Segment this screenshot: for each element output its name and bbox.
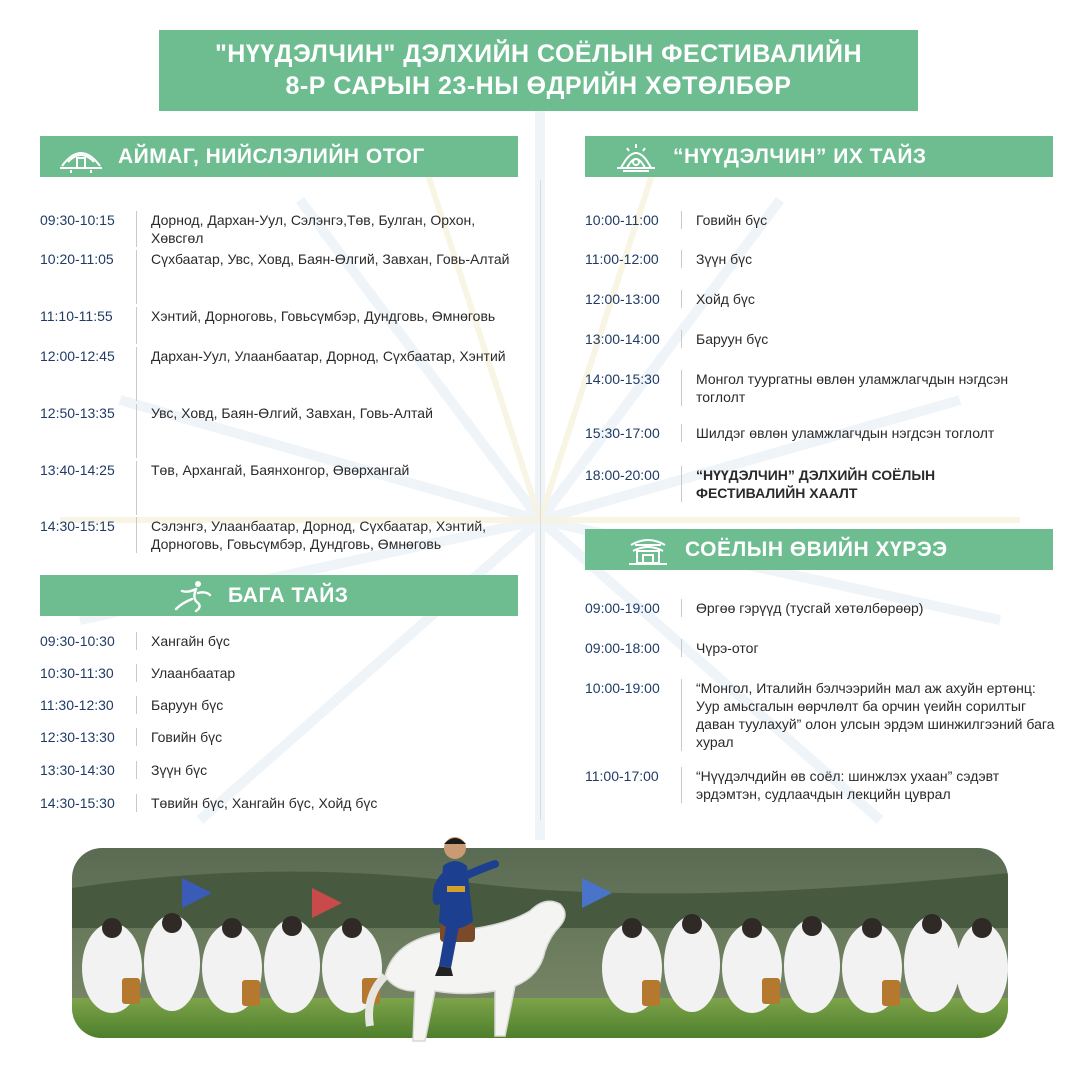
- schedule-row: [585, 767, 1061, 803]
- row-time: 11:30-12:30: [40, 697, 114, 713]
- section-title-ih: “НҮҮДЭЛЧИН” ИХ ТАЙЗ: [673, 144, 927, 168]
- section-title-baga: БАГА ТАЙЗ: [228, 583, 349, 607]
- section-header-baga: [40, 575, 518, 616]
- row-text: Өргөө гэрүүд (тусгай хөтөлбөрөөр): [681, 599, 1061, 617]
- row-text: Шилдэг өвлөн уламжлагчдын нэгдсэн тоглолт: [681, 424, 1061, 442]
- row-text: “НҮҮДЭЛЧИН” ДЭЛХИЙН СОЁЛЫН ФЕСТИВАЛИЙН ХААЛТ: [681, 466, 981, 502]
- row-time: 15:30-17:00: [585, 425, 660, 441]
- row-text: Говийн бүс: [136, 728, 526, 746]
- section-header-ih: [585, 136, 1053, 177]
- row-text: Дархан-Уул, Улаанбаатар, Дорнод, Сүхбаатар, Хэнтий: [136, 347, 526, 401]
- row-time: 12:30-13:30: [40, 729, 115, 745]
- ornament-icon: [613, 140, 659, 174]
- row-text: Монгол туургатны өвлөн уламжлагчдын нэгдсэн тоглолт: [681, 370, 1051, 406]
- schedule-row: [585, 211, 1061, 229]
- row-time: 09:00-19:00: [585, 600, 660, 616]
- row-time: 13:30-14:30: [40, 762, 115, 778]
- schedule-row: [40, 404, 526, 458]
- title-line-1: "НҮҮДЭЛЧИН" ДЭЛХИЙН СОЁЛЫН ФЕСТИВАЛИЙН: [214, 40, 863, 68]
- row-text: Хэнтий, Дорноговь, Говьсүмбэр, Дундговь, Өмнөговь: [136, 307, 526, 344]
- row-time: 13:00-14:00: [585, 331, 660, 347]
- row-time: 11:10-11:55: [40, 308, 113, 324]
- schedule-row: [40, 211, 526, 247]
- row-text: Зүүн бүс: [136, 761, 526, 779]
- row-time: 11:00-12:00: [585, 251, 659, 267]
- row-time: 18:00-20:00: [585, 467, 660, 483]
- row-time: 14:30-15:15: [40, 518, 115, 534]
- horse-rider-figure: [355, 826, 595, 1056]
- schedule-row: [40, 761, 526, 779]
- schedule-row: [585, 290, 1061, 308]
- row-text: Хойд бүс: [681, 290, 1061, 308]
- row-text: Увс, Ховд, Баян-Өлгий, Завхан, Говь-Алтай: [136, 404, 526, 458]
- section-header-huree: [585, 529, 1053, 570]
- row-time: 10:30-11:30: [40, 665, 114, 681]
- column-divider: [540, 180, 541, 820]
- schedule-row: [585, 466, 981, 502]
- row-time: 11:00-17:00: [585, 768, 659, 784]
- schedule-row: [585, 424, 1061, 442]
- row-text: Сэлэнгэ, Улаанбаатар, Дорнод, Сүхбаатар, Хэнтий, Дорноговь, Говьсүмбэр, Дундговь, Өмнөговь: [136, 517, 526, 553]
- page-title: [159, 30, 918, 111]
- row-text: Сүхбаатар, Увс, Ховд, Баян-Өлгий, Завхан, Говь-Алтай: [136, 250, 526, 304]
- schedule-row: [585, 599, 1061, 617]
- ger-icon: [58, 140, 104, 174]
- schedule-row: [40, 664, 526, 682]
- schedule-row: [40, 347, 526, 401]
- row-text: Говийн бүс: [681, 211, 1061, 229]
- schedule-row: [40, 307, 526, 344]
- row-text: Баруун бүс: [681, 330, 1061, 348]
- schedule-row: [40, 461, 526, 515]
- row-text: Төвийн бүс, Хангайн бүс, Хойд бүс: [136, 794, 526, 812]
- dancer-icon: [168, 579, 214, 613]
- schedule-row: [585, 250, 1061, 268]
- schedule-row: [585, 679, 1061, 751]
- row-time: 14:00-15:30: [585, 371, 660, 387]
- row-time: 14:30-15:30: [40, 795, 115, 811]
- row-time: 12:00-12:45: [40, 348, 115, 364]
- row-text: “Нүүдэлчдийн өв соёл: шинжлэх ухаан” сэдэвт эрдэмтэн, судлаачдын лекцийн цуврал: [681, 767, 1061, 803]
- row-time: 13:40-14:25: [40, 462, 115, 478]
- row-text: Баруун бүс: [136, 696, 526, 714]
- section-title-aimag: АЙМАГ, НИЙСЛЭЛИЙН ОТОГ: [118, 144, 425, 168]
- schedule-row: [40, 517, 526, 553]
- temple-icon: [625, 533, 671, 567]
- row-time: 12:00-13:00: [585, 291, 660, 307]
- row-time: 10:00-11:00: [585, 212, 659, 228]
- section-header-aimag: [40, 136, 518, 177]
- title-line-2: 8-Р САРЫН 23-НЫ ӨДРИЙН ХӨТӨЛБӨР: [285, 72, 792, 100]
- row-text: Чүрэ-отог: [681, 639, 1061, 657]
- schedule-row: [40, 696, 526, 714]
- row-time: 09:30-10:15: [40, 212, 115, 228]
- schedule-row: [40, 250, 526, 304]
- schedule-row: [40, 794, 526, 812]
- row-time: 12:50-13:35: [40, 405, 115, 421]
- section-title-huree: СОЁЛЫН ӨВИЙН ХҮРЭЭ: [685, 537, 948, 561]
- schedule-row: [585, 330, 1061, 348]
- row-time: 09:00-18:00: [585, 640, 660, 656]
- row-text: Хангайн бүс: [136, 632, 526, 650]
- row-text: Төв, Архангай, Баянхонгор, Өвөрхангай: [136, 461, 526, 515]
- row-time: 09:30-10:30: [40, 633, 115, 649]
- row-time: 10:20-11:05: [40, 251, 114, 267]
- row-text: Зүүн бүс: [681, 250, 1061, 268]
- row-text: “Монгол, Италийн бэлчээрийн мал аж ахуйн ертөнц: Уур амьсгалын өөрчлөлт ба орчин үеийн сорилтыг даван туулахуй” олон улсын эрдэм шинжилгээний бага хурал: [681, 679, 1061, 751]
- row-text: Улаанбаатар: [136, 664, 526, 682]
- schedule-row: [40, 632, 526, 650]
- row-time: 10:00-19:00: [585, 680, 660, 696]
- schedule-row: [585, 639, 1061, 657]
- row-text: Дорнод, Дархан-Уул, Сэлэнгэ,Төв, Булган, Орхон, Хөвсгөл: [136, 211, 526, 247]
- schedule-row: [40, 728, 526, 746]
- schedule-row: [585, 370, 1051, 406]
